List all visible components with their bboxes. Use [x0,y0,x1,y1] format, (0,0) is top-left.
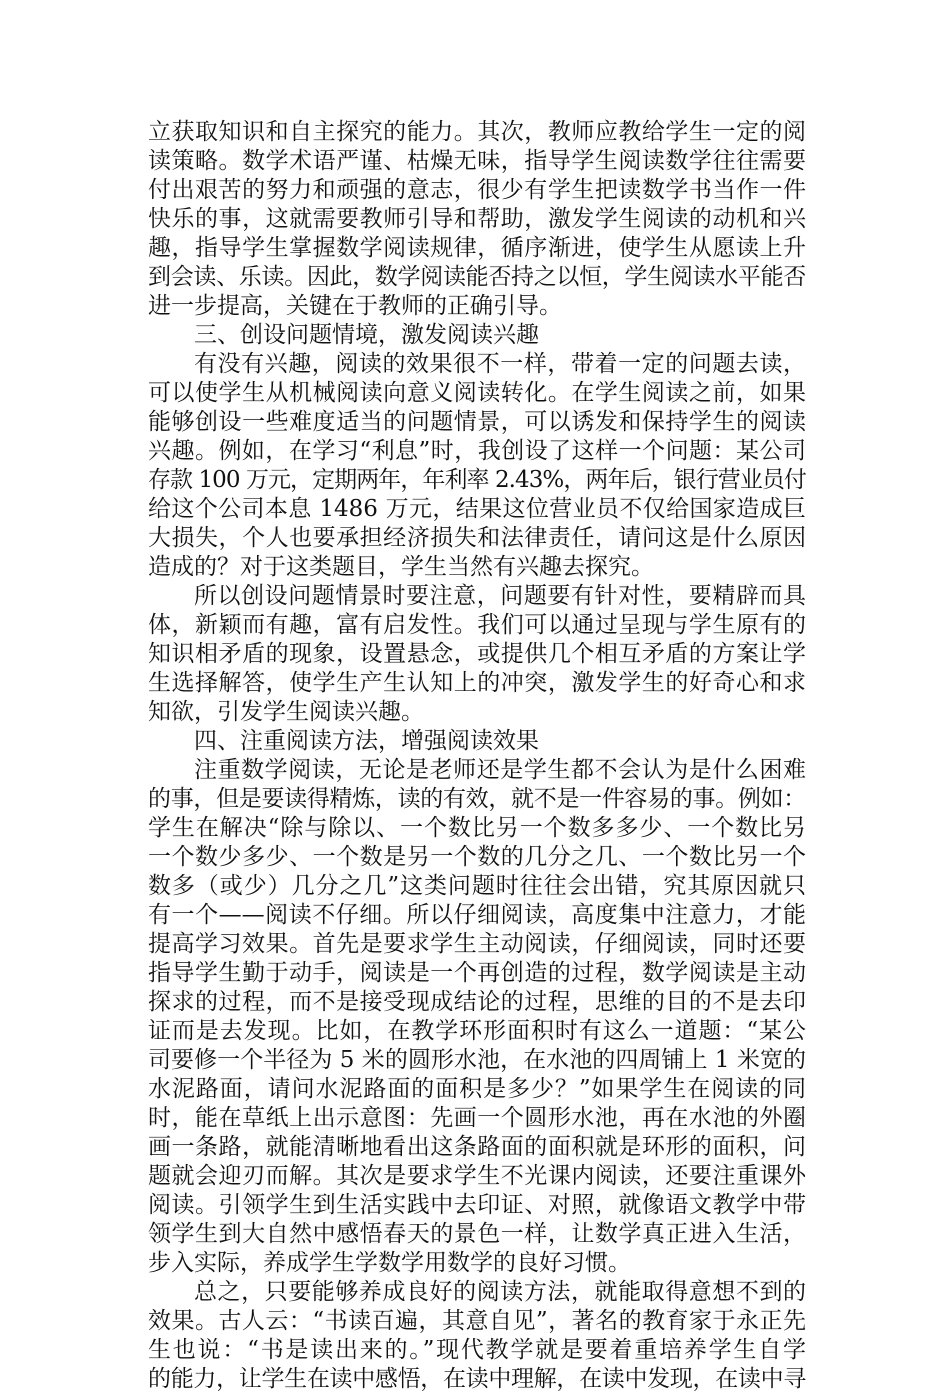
section-heading: 三、创设问题情境，激发阅读兴趣 [194,322,539,348]
text-line: 体，新颖而有趣，富有启发性。我们可以通过呈现与学生原有的 [148,612,806,638]
text-line: 阅读。引领学生到生活实践中去印证、对照，就像语文教学中带 [148,1192,806,1218]
text-line: 大损失，个人也要承担经济损失和法律责任，请问这是什么原因 [148,525,806,551]
text-line: 领学生到大自然中感悟春天的景色一样，让数学真正进入生活， [148,1221,806,1247]
text-line: 的能力，让学生在读中感悟，在读中理解，在读中发现，在读中寻 [148,1366,807,1392]
text-line: 画一条路，就能清晰地看出这条路面的面积就是环形的面积，问 [148,1134,806,1160]
text-line: 有一个——阅读不仔细。所以仔细阅读，高度集中注意力，才能 [148,902,806,928]
text-line: 进一步提高，关键在于教师的正确引导。 [148,293,562,319]
text-line: 可以使学生从机械阅读向意义阅读转化。在学生阅读之前，如果 [148,380,806,406]
text-line: 水泥路面，请问水泥路面的面积是多少？”如果学生在阅读的同 [148,1076,806,1102]
text-line: 生也说：“书是读出来的。”现代教学就是要着重培养学生自学 [148,1337,806,1363]
text-line: 读策略。数学术语严谨、枯燥无味，指导学生阅读数学往往需要 [148,148,806,174]
text-line: 时，能在草纸上出示意图：先画一个圆形水池，再在水池的外圈 [148,1105,806,1131]
text-line: 所以创设问题情景时要注意，问题要有针对性，要精辟而具 [194,583,806,609]
text-line: 探求的过程，而不是接受现成结论的过程，思维的目的不是去印 [148,989,806,1015]
text-line: 立获取知识和自主探究的能力。其次，教师应教给学生一定的阅 [148,119,806,145]
text-line: 总之，只要能够养成良好的阅读方法，就能取得意想不到的 [194,1279,806,1305]
document-body [148,118,806,1394]
text-line: 知欲，引发学生阅读兴趣。 [148,699,424,725]
text-line: 效果。古人云：“书读百遍，其意自见”，著名的教育家于永正先 [148,1308,806,1334]
text-line: 学生在解决“除与除以、一个数比另一个数多多少、一个数比另 [148,815,806,841]
text-line: 证而是去发现。比如，在教学环形面积时有这么一道题：“某公 [148,1018,806,1044]
text-line: 快乐的事，这就需要教师引导和帮助，激发学生阅读的动机和兴 [148,206,806,232]
text-line: 的事，但是要读得精炼，读的有效，就不是一件容易的事。例如： [148,786,807,812]
section-heading: 四、注重阅读方法，增强阅读效果 [194,728,539,754]
text-line: 指导学生勤于动手，阅读是一个再创造的过程，数学阅读是主动 [148,960,806,986]
text-line: 步入实际，养成学生学数学用数学的良好习惯。 [148,1250,631,1276]
text-line: 注重数学阅读，无论是老师还是学生都不会认为是什么困难 [194,757,806,783]
text-line: 司要修一个半径为 5 米的圆形水池，在水池的四周铺上 1 米宽的 [148,1047,806,1073]
text-line: 付出艰苦的努力和顽强的意志，很少有学生把读数学书当作一件 [148,177,806,203]
text-line: 题就会迎刃而解。其次是要求学生不光课内阅读，还要注重课外 [148,1163,806,1189]
text-line: 给这个公司本息 1486 万元，结果这位营业员不仅给国家造成巨 [148,496,806,522]
text-line: 有没有兴趣，阅读的效果很不一样，带着一定的问题去读， [194,351,806,377]
text-line: 能够创设一些难度适当的问题情景，可以诱发和保持学生的阅读 [148,409,806,435]
text-line: 兴趣。例如，在学习“利息”时，我创设了这样一个问题：某公司 [148,438,806,464]
text-line: 到会读、乐读。因此，数学阅读能否持之以恒，学生阅读水平能否 [148,264,807,290]
text-line: 存款 100 万元，定期两年，年利率 2.43%，两年后，银行营业员付 [148,467,806,493]
text-line: 趣，指导学生掌握数学阅读规律，循序渐进，使学生从愿读上升 [148,235,806,261]
text-line: 知识相矛盾的现象，设置悬念，或提供几个相互矛盾的方案让学 [148,641,806,667]
text-line: 一个数少多少、一个数是另一个数的几分之几、一个数比另一个 [148,844,806,870]
text-line: 造成的？对于这类题目，学生当然有兴趣去探究。 [148,554,654,580]
text-line: 生选择解答，使学生产生认知上的冲突，激发学生的好奇心和求 [148,670,806,696]
text-line: 数多（或少）几分之几”这类问题时往往会出错，究其原因就只 [148,873,806,899]
text-line: 提高学习效果。首先是要求学生主动阅读，仔细阅读，同时还要 [148,931,806,957]
